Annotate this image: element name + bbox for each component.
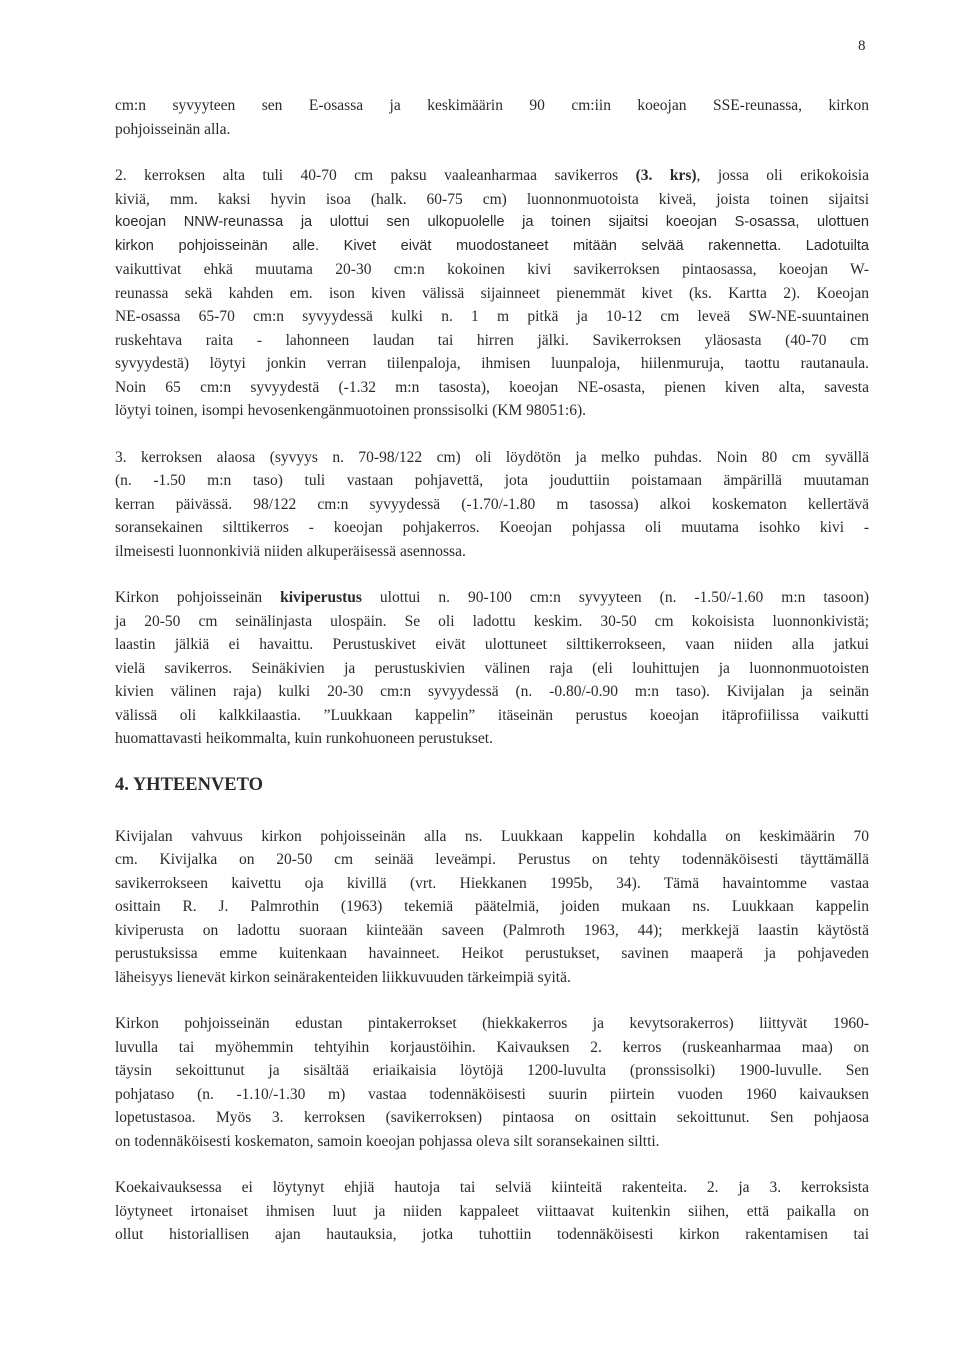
text-line: vaikuttivat ehkä muutama 20-30 cm:n kokoinen kivi savikerroksen pintaosassa, koeojan W- bbox=[115, 261, 869, 278]
text-line: koeojan NNW-reunassa ja ulottui sen ulkopuolelle ja toinen sijaitsi koeojan S-osassa, ulottuen bbox=[115, 214, 869, 230]
text-line: Koekaivauksessa ei löytynyt ehjiä hautoja tai selviä kiinteitä rakenteita. 2. ja 3. kerroksista bbox=[115, 1179, 869, 1196]
text-line: kirkon pohjoisseinän alle. Kivet eivät muodostaneet mitään selvää rakennetta. Ladotuilta bbox=[115, 237, 869, 254]
text-line: läheisyys lienevät kirkon seinärakenteiden liikkuvuuden tärkeimpiä syitä. bbox=[115, 968, 571, 986]
text-line: Kirkon pohjoisseinän kiviperustus ulottui n. 90-100 cm:n syvyyteen (n. -1.50/-1.60 m:n tasoon) bbox=[115, 589, 869, 606]
text-line: syvyydestä) löytyi jonkin verran tiilenpaloja, ihmisen luunpaloja, hiilenmuruja, taottu rautanaula. bbox=[115, 355, 869, 372]
paragraph bbox=[115, 164, 869, 423]
text-line: täysin sekoittunut ja sisältää eriaikaisia löytöjä 1200-luvulta (pronssisolki) 1900-luvulle. Sen bbox=[115, 1062, 869, 1079]
text-line: laastin jälkiä ei havaittu. Perustuskivet eivät ulottuneet silttikerrokseen, vaan niiden alla jatkui bbox=[115, 636, 869, 653]
text-line: Noin 65 cm:n syvyydestä (-1.32 m:n tasosta), koeojan NE-osasta, pienen kiven alta, savesta bbox=[115, 378, 869, 396]
text-line: 2. kerroksen alta tuli 40-70 cm paksu vaaleanharmaa savikerros (3. krs), jossa oli erikokoisia bbox=[115, 167, 869, 184]
text-line: ja 20-50 cm seinälinjasta ulospäin. Se oli ladottu keskim. 30-50 cm kokoisista luonnonkivistä; bbox=[115, 612, 869, 630]
text-line: ruskehtava raita - lahonneen laudan tai hirren jälki. Savikerroksen yläosasta (40-70 cm bbox=[115, 331, 869, 349]
text-line: kerran päivässä. 98/122 cm:n syvyydessä (-1.70/-1.80 m tasossa) alkoi koskematon kellertävä bbox=[115, 495, 869, 513]
document-body bbox=[115, 94, 869, 1270]
paragraph bbox=[115, 825, 869, 990]
text-line: cm. Kivijalka on 20-50 cm seinää leveämpi. Perustus on tehty todennäköisesti täyttämällä bbox=[115, 851, 869, 868]
text-line: ilmeisesti luonnonkiviä niiden alkuperäisessä asennossa. bbox=[115, 542, 466, 560]
text-line: lopetustasoa. Myös 3. kerroksen (savikerroksen) pintaosa on osittain sekoittunut. Sen pohjaosa bbox=[115, 1109, 869, 1126]
paragraph bbox=[115, 1012, 869, 1153]
text-line: pohjoisseinän alla. bbox=[115, 120, 231, 138]
text-line: reunassa sekä kahden em. ison kiven välissä sijainneet pienemmät kivet (ks. Kartta 2). Koeojan bbox=[115, 284, 869, 302]
text-line: huomattavasti heikommalta, kuin runkohuoneen perustukset. bbox=[115, 730, 493, 747]
text-line: vielä savikerros. Seinäkivien ja perustuskivien välinen raja (eli louhittujen ja luonnonmuotoisten bbox=[115, 659, 869, 677]
text-line: cm:n syvyyteen sen E-osassa ja keskimäärin 90 cm:iin koeojan SSE-reunassa, kirkon bbox=[115, 97, 869, 114]
text-line: (n. -1.50 m:n taso) tuli vastaan pohjavettä, jota jouduttiin poistamaan ämpärillä muutaman bbox=[115, 472, 869, 489]
paragraph bbox=[115, 586, 869, 751]
text-line: löytyi toinen, isompi hevosenkengänmuotoinen pronssisolki (KM 98051:6). bbox=[115, 402, 586, 419]
text-line: kiviä, mm. kaksi hyvin isoa (halk. 60-75 cm) luonnonmuotoista kiveä, joista toinen sijaitsi bbox=[115, 190, 869, 208]
text-line: 3. kerroksen alaosa (syvyys n. 70-98/122 cm) oli löydötön ja melko puhdas. Noin 80 cm syvällä bbox=[115, 448, 869, 466]
bold-term: kiviperustus bbox=[280, 589, 362, 606]
text-line: Kivijalan vahvuus kirkon pohjoisseinän alla ns. Luukkaan kappelin kohdalla on keskimäärin 70 bbox=[115, 827, 869, 845]
text-line: luvulla tai myöhemmin tehtyihin korjaustöihin. Kaivauksen 2. kerros (ruskeanharmaa maa) on bbox=[115, 1038, 869, 1056]
text-line: soransekainen silttikerros - koeojan pohjakerros. Koeojan pohjassa oli muutama isohko kivi - bbox=[115, 519, 869, 536]
text-line: pohjataso (n. -1.10/-1.30 m) vastaa todennäköisesti suurin piirtein vuoden 1960 kaivauksen bbox=[115, 1085, 869, 1103]
paragraph bbox=[115, 446, 869, 564]
section-heading: 4. YHTEENVETO bbox=[115, 774, 264, 795]
paragraph bbox=[115, 1176, 869, 1247]
text-line: välissä oli kalkkilaastia. ”Luukkaan kappelin” itäseinän perustus koeojan itäprofiilissa vaikutti bbox=[115, 706, 869, 724]
text-line: kivien välinen raja) kulki 20-30 cm:n syvyydessä (n. -0.80/-0.90 m:n taso). Kivijalan ja seinän bbox=[115, 683, 869, 700]
text-line: osittain R. J. Palmrothin (1963) tekemiä päätelmiä, joiden mukaan ns. Luukkaan kappelin bbox=[115, 898, 869, 915]
page-number: 8 bbox=[858, 38, 866, 54]
text-line: NE-osassa 65-70 cm:n syvyydessä kulki n. 1 m pitkä ja 10-12 cm leveä SW-NE-suuntainen bbox=[115, 308, 869, 325]
text-line: perustuksissa emme kuitenkaan havainneet. Heikot perustukset, savinen maaperä ja pohjaveden bbox=[115, 945, 869, 962]
bold-term: (3. krs) bbox=[635, 167, 697, 184]
text-line: ollut historiallisen ajan hautauksia, jotka tuhottiin todennäköisesti kirkon rakentamisen tai bbox=[115, 1226, 869, 1243]
text-line: Kirkon pohjoisseinän edustan pintakerrokset (hiekkakerros ja kevytsorakerros) liittyvät 1960- bbox=[115, 1015, 869, 1032]
text-line: savikerrokseen kaivettu oja kivillä (vrt. Hiekkanen 1995b, 34). Tämä havaintomme vastaa bbox=[115, 874, 869, 892]
paragraph bbox=[115, 94, 869, 141]
text-line: kiviperusta on ladottu suoraan kiinteään saveen (Palmroth 1963, 44); merkkejä laastin käytöstä bbox=[115, 921, 869, 939]
text-line: on todennäköisesti koskematon, samoin koeojan pohjassa oleva silt soransekainen siltti. bbox=[115, 1132, 660, 1150]
text-line: löytyneet irtonaiset ihmisen luut ja niiden kappaleet viittaavat kuitenkin siihen, että paikalla on bbox=[115, 1202, 869, 1220]
